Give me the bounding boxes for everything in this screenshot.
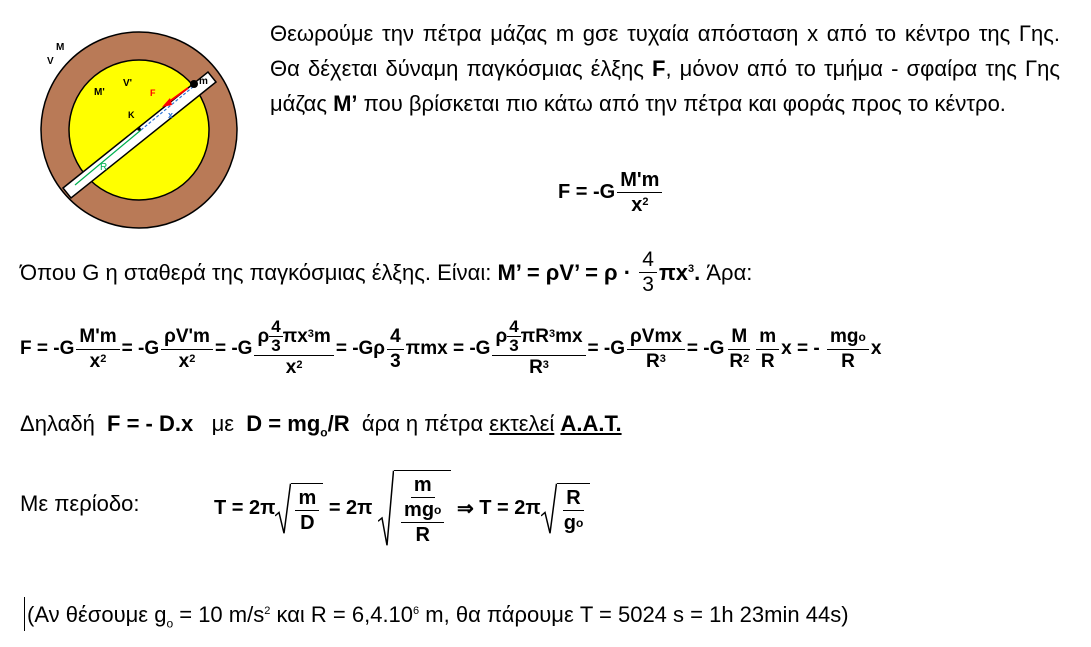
intro-text2: , μόνον από το τμήμα - σφαίρα της Γης μάζας [270, 56, 1060, 116]
label-K: K [128, 110, 135, 120]
where-ara: Άρα: [706, 260, 753, 285]
sqrt-1: $\frac{m}{D}$ [275, 483, 323, 535]
label-m: m [199, 76, 208, 87]
footer-cursor [24, 597, 25, 631]
label-M: M [56, 42, 65, 53]
intro-bold-M: M’ [333, 91, 358, 116]
eq1-lhs: F = -G [558, 181, 616, 203]
eq1-den: x $^2$ [631, 194, 649, 216]
footer-line: (Αν θέσουμε $g_o = 10$ $m/s^2$ και $R = 6,4.10^6$ m, θα πάρουμε T = 5024 s = 1h 23min 44s) [27, 602, 849, 631]
where-line [20, 248, 752, 297]
f3-fraction: ρ 4 3 πx $^3$ m x $^2$ [254, 318, 333, 380]
f5-fraction: ρ 4 3 πR $^3$ mx R $^3$ [492, 318, 585, 380]
center-point [137, 127, 141, 131]
intro-text: Θεωρούμε την πέτρα μάζας m gσε τυχαία απόσταση x από το κέντρο της Γης. Θα δέχεται δύναμη παγκόσμιας έλξης [270, 21, 1060, 81]
intro-text3: που βρίσκεται πιο κάτω από την πέτρα και φοράς προς το κέντρο. [363, 91, 1006, 116]
long-equation: F = -G M'm x $^2$ = -G ρV'm x $^2$ = -G ρ 4 3 πx $^3$ m x $^2$ = -Gρ $\frac{4}{3}$ πmx = -G ρ 4 3 πR $^3$ mx R $^3$ = -G ρVmx R $^3$ = -G M R $^2$ $\frac{m}{R}$ x = - mg o R x [20, 317, 882, 378]
stone [190, 80, 198, 88]
where-tail: $\pi x^3$. [658, 260, 701, 285]
sqrt-2: m mg o R [378, 470, 451, 547]
label-x: x [168, 110, 174, 120]
where-bold: M’ = ρV’ = ρ · [497, 260, 632, 285]
intro-paragraph [270, 16, 1060, 121]
where-fraction: $\frac{4}{3}$ [639, 248, 657, 297]
label-V: V [47, 56, 54, 67]
eq1-fraction [617, 168, 662, 217]
period-label: Με περίοδο: [20, 491, 140, 516]
period-equation: T = 2π $\frac{m}{D}$ = 2π m mg o R ⇒ T = 2π R g o [214, 470, 590, 547]
conclusion-line: Δηλαδή F = - D.x με $D = mg_o/R$ άρα η πέτρα εκτελεί Α.Α.Τ. [20, 411, 622, 440]
sqrt-3: R g o [541, 483, 591, 535]
label-R: R [100, 162, 108, 173]
label-Mprime: M' [94, 87, 105, 98]
label-F: F [150, 88, 156, 98]
label-Vprime: V' [123, 78, 133, 89]
where-text: Όπου G η σταθερά της παγκόσμιας έλξης. Είναι: [20, 260, 492, 285]
intro-bold-F: F [651, 56, 666, 81]
eq1-num: M'm [617, 168, 662, 193]
equation-1 [558, 168, 664, 217]
earth-diagram [30, 20, 250, 230]
